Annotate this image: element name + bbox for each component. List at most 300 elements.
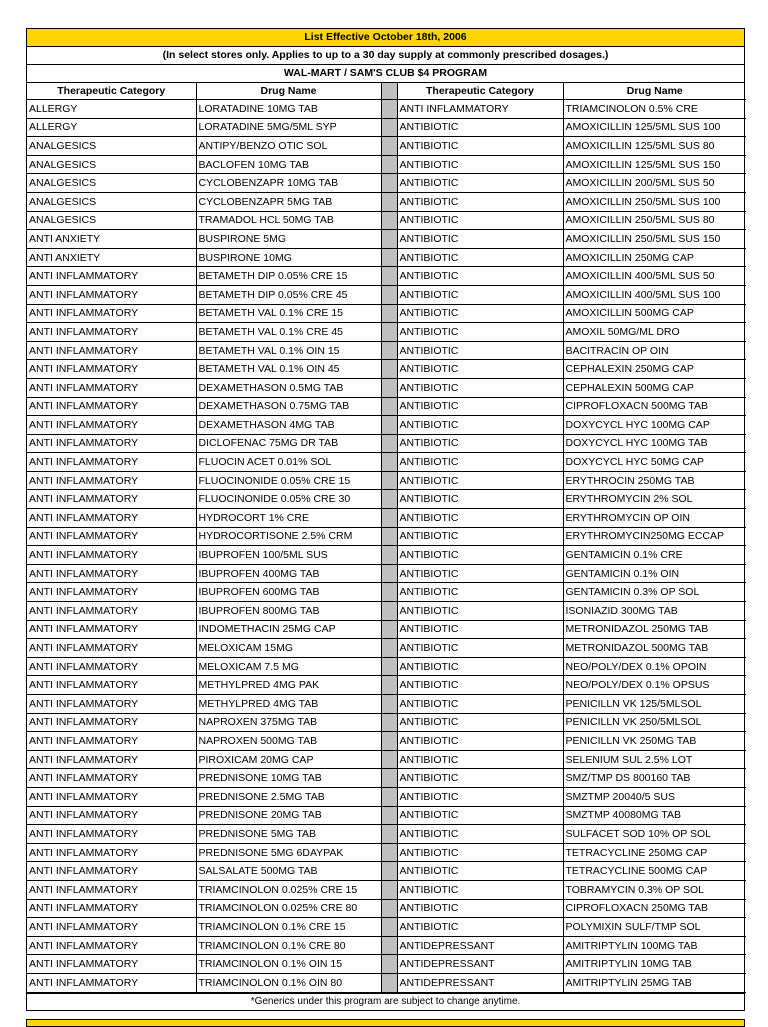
left-drug-cell: BETAMETH VAL 0.1% OIN 15 [196, 341, 381, 360]
left-drug-cell: FLUOCINONIDE 0.05% CRE 15 [196, 471, 381, 490]
left-drug-cell: LORATADINE 10MG TAB [196, 100, 381, 119]
left-category-cell: ANTI INFLAMMATORY [27, 620, 196, 639]
table-row [27, 973, 746, 992]
table-row [27, 267, 746, 286]
column-divider [381, 211, 397, 230]
next-page-banner-edge [26, 1019, 745, 1027]
left-drug-cell: DEXAMETHASON 4MG TAB [196, 416, 381, 435]
right-category-cell: ANTIBIOTIC [397, 546, 563, 565]
table-row [27, 211, 746, 230]
left-category-cell: ANTI INFLAMMATORY [27, 713, 196, 732]
column-divider [381, 285, 397, 304]
left-drug-cell: TRIAMCINOLON 0.1% OIN 15 [196, 955, 381, 974]
left-category-cell: ANTI INFLAMMATORY [27, 509, 196, 528]
column-divider [381, 620, 397, 639]
left-category-cell: ANTI INFLAMMATORY [27, 583, 196, 602]
table-row [27, 713, 746, 732]
column-divider [381, 880, 397, 899]
left-category-cell: ANTI INFLAMMATORY [27, 564, 196, 583]
table-row [27, 880, 746, 899]
column-divider [381, 527, 397, 546]
table-row [27, 843, 746, 862]
table-row [27, 862, 746, 881]
right-drug-cell: CIPROFLOXACN 250MG TAB [563, 899, 746, 918]
left-category-cell: ANTI INFLAMMATORY [27, 471, 196, 490]
left-category-cell: ANTI INFLAMMATORY [27, 341, 196, 360]
right-drug-cell: AMITRIPTYLIN 100MG TAB [563, 936, 746, 955]
left-drug-cell: TRIAMCINOLON 0.025% CRE 80 [196, 899, 381, 918]
right-drug-cell: ISONIAZID 300MG TAB [563, 602, 746, 621]
drug-table [27, 83, 746, 993]
right-category-cell: ANTIBIOTIC [397, 471, 563, 490]
right-category-cell: ANTIBIOTIC [397, 323, 563, 342]
footnote: *Generics under this program are subject to change anytime. [27, 993, 744, 1010]
left-drug-cell: DICLOFENAC 75MG DR TAB [196, 434, 381, 453]
right-category-cell: ANTIBIOTIC [397, 899, 563, 918]
left-drug-cell: CYCLOBENZAPR 5MG TAB [196, 192, 381, 211]
right-drug-cell: AMOXICILLIN 200/5ML SUS 50 [563, 174, 746, 193]
program-note: (In select stores only. Applies to up to a 30 day supply at commonly prescribed dosages.) [27, 47, 744, 65]
left-drug-cell: IBUPROFEN 800MG TAB [196, 602, 381, 621]
left-category-cell: ANTI INFLAMMATORY [27, 787, 196, 806]
right-drug-cell: AMOXICILLIN 125/5ML SUS 150 [563, 155, 746, 174]
right-drug-cell: AMOXICILLIN 125/5ML SUS 80 [563, 137, 746, 156]
right-category-cell: ANTIBIOTIC [397, 509, 563, 528]
left-category-cell: ANTI INFLAMMATORY [27, 973, 196, 992]
column-divider [381, 843, 397, 862]
right-drug-cell: AMOXIL 50MG/ML DRO [563, 323, 746, 342]
right-category-cell: ANTIBIOTIC [397, 862, 563, 881]
right-category-cell: ANTIBIOTIC [397, 378, 563, 397]
left-drug-cell: PIROXICAM 20MG CAP [196, 750, 381, 769]
left-category-cell: ANTI INFLAMMATORY [27, 639, 196, 658]
left-drug-cell: FLUOCIN ACET 0.01% SOL [196, 453, 381, 472]
column-divider [381, 787, 397, 806]
right-category-cell: ANTIBIOTIC [397, 118, 563, 137]
right-category-header: Therapeutic Category [397, 83, 563, 100]
left-drug-cell: BETAMETH VAL 0.1% CRE 15 [196, 304, 381, 323]
left-drug-cell: BETAMETH VAL 0.1% CRE 45 [196, 323, 381, 342]
left-drug-cell: HYDROCORTISONE 2.5% CRM [196, 527, 381, 546]
right-drug-cell: GENTAMICIN 0.3% OP SOL [563, 583, 746, 602]
left-drug-cell: BACLOFEN 10MG TAB [196, 155, 381, 174]
left-drug-cell: METHYLPRED 4MG TAB [196, 695, 381, 714]
table-row [27, 918, 746, 937]
left-category-cell: ANTI INFLAMMATORY [27, 490, 196, 509]
table-row [27, 899, 746, 918]
right-drug-cell: CIPROFLOXACN 500MG TAB [563, 397, 746, 416]
right-drug-cell: METRONIDAZOL 500MG TAB [563, 639, 746, 658]
right-drug-cell: TOBRAMYCIN 0.3% OP SOL [563, 880, 746, 899]
left-drug-cell: TRIAMCINOLON 0.1% CRE 80 [196, 936, 381, 955]
right-category-cell: ANTIBIOTIC [397, 397, 563, 416]
table-row [27, 323, 746, 342]
right-category-cell: ANTIBIOTIC [397, 769, 563, 788]
table-row [27, 509, 746, 528]
left-drug-header: Drug Name [196, 83, 381, 100]
left-category-cell: ANTI INFLAMMATORY [27, 360, 196, 379]
table-row [27, 434, 746, 453]
left-drug-cell: INDOMETHACIN 25MG CAP [196, 620, 381, 639]
right-drug-cell: TETRACYCLINE 250MG CAP [563, 843, 746, 862]
right-drug-cell: PENICILLN VK 250MG TAB [563, 732, 746, 751]
right-drug-cell: PENICILLN VK 250/5MLSOL [563, 713, 746, 732]
column-divider [381, 657, 397, 676]
column-divider [381, 341, 397, 360]
left-category-cell: ANTI INFLAMMATORY [27, 304, 196, 323]
left-category-cell: ANTI INFLAMMATORY [27, 323, 196, 342]
column-divider [381, 862, 397, 881]
right-category-cell: ANTIBIOTIC [397, 657, 563, 676]
right-category-cell: ANTIBIOTIC [397, 806, 563, 825]
column-divider [381, 304, 397, 323]
right-drug-cell: AMOXICILLIN 250/5ML SUS 150 [563, 230, 746, 249]
left-drug-cell: BETAMETH DIP 0.05% CRE 15 [196, 267, 381, 286]
table-row [27, 341, 746, 360]
left-category-cell: ANTI ANXIETY [27, 230, 196, 249]
column-divider [381, 509, 397, 528]
right-category-cell: ANTIBIOTIC [397, 918, 563, 937]
right-category-cell: ANTIBIOTIC [397, 880, 563, 899]
right-category-cell: ANTIBIOTIC [397, 825, 563, 844]
right-category-cell: ANTIBIOTIC [397, 639, 563, 658]
left-category-cell: ANTI INFLAMMATORY [27, 750, 196, 769]
table-row [27, 806, 746, 825]
right-category-cell: ANTIBIOTIC [397, 676, 563, 695]
left-drug-cell: SALSALATE 500MG TAB [196, 862, 381, 881]
right-category-cell: ANTI INFLAMMATORY [397, 100, 563, 119]
left-drug-cell: HYDROCORT 1% CRE [196, 509, 381, 528]
right-drug-cell: AMOXICILLIN 250/5ML SUS 100 [563, 192, 746, 211]
table-row [27, 155, 746, 174]
right-category-cell: ANTIBIOTIC [397, 304, 563, 323]
left-category-cell: ANTI INFLAMMATORY [27, 378, 196, 397]
right-drug-cell: AMOXICILLIN 500MG CAP [563, 304, 746, 323]
table-row [27, 732, 746, 751]
effective-date-banner: List Effective October 18th, 2006 [27, 29, 744, 47]
table-row [27, 564, 746, 583]
table-row [27, 416, 746, 435]
right-drug-cell: BACITRACIN OP OIN [563, 341, 746, 360]
right-category-cell: ANTIBIOTIC [397, 434, 563, 453]
right-category-cell: ANTIBIOTIC [397, 787, 563, 806]
right-drug-cell: TETRACYCLINE 500MG CAP [563, 862, 746, 881]
table-row [27, 546, 746, 565]
right-drug-cell: CEPHALEXIN 250MG CAP [563, 360, 746, 379]
table-row [27, 378, 746, 397]
left-drug-cell: IBUPROFEN 100/5ML SUS [196, 546, 381, 565]
column-divider [381, 100, 397, 119]
left-drug-cell: TRIAMCINOLON 0.1% OIN 80 [196, 973, 381, 992]
right-drug-cell: SELENIUM SUL 2.5% LOT [563, 750, 746, 769]
column-divider [381, 936, 397, 955]
left-category-cell: ANTI INFLAMMATORY [27, 602, 196, 621]
right-drug-cell: AMOXICILLIN 400/5ML SUS 100 [563, 285, 746, 304]
left-category-cell: ANTI INFLAMMATORY [27, 676, 196, 695]
column-divider [381, 639, 397, 658]
column-divider [381, 564, 397, 583]
left-category-cell: ANTI INFLAMMATORY [27, 285, 196, 304]
right-drug-cell: AMITRIPTYLIN 25MG TAB [563, 973, 746, 992]
right-drug-cell: DOXYCYCL HYC 100MG TAB [563, 434, 746, 453]
left-category-cell: ANTI INFLAMMATORY [27, 434, 196, 453]
right-drug-cell: TRIAMCINOLON 0.5% CRE [563, 100, 746, 119]
table-row [27, 453, 746, 472]
column-divider [381, 267, 397, 286]
left-category-cell: ANTI ANXIETY [27, 248, 196, 267]
left-drug-cell: MELOXICAM 15MG [196, 639, 381, 658]
right-category-cell: ANTIBIOTIC [397, 602, 563, 621]
left-drug-cell: PREDNISONE 20MG TAB [196, 806, 381, 825]
column-divider [381, 230, 397, 249]
right-drug-cell: AMOXICILLIN 125/5ML SUS 100 [563, 118, 746, 137]
table-row [27, 174, 746, 193]
table-row [27, 657, 746, 676]
left-drug-cell: MELOXICAM 7.5 MG [196, 657, 381, 676]
left-category-cell: ANALGESICS [27, 174, 196, 193]
column-divider [381, 248, 397, 267]
left-category-cell: ANTI INFLAMMATORY [27, 527, 196, 546]
left-category-cell: ANTI INFLAMMATORY [27, 880, 196, 899]
column-divider [381, 732, 397, 751]
table-row [27, 137, 746, 156]
column-divider [381, 378, 397, 397]
left-category-cell: ANTI INFLAMMATORY [27, 453, 196, 472]
column-divider [381, 713, 397, 732]
right-category-cell: ANTIDEPRESSANT [397, 973, 563, 992]
right-category-cell: ANTIBIOTIC [397, 490, 563, 509]
right-drug-cell: AMITRIPTYLIN 10MG TAB [563, 955, 746, 974]
table-row [27, 285, 746, 304]
left-category-cell: ANTI INFLAMMATORY [27, 267, 196, 286]
right-drug-cell: ERYTHROCIN 250MG TAB [563, 471, 746, 490]
right-drug-cell: NEO/POLY/DEX 0.1% OPOIN [563, 657, 746, 676]
column-divider [381, 769, 397, 788]
column-divider [381, 416, 397, 435]
column-divider [381, 918, 397, 937]
left-drug-cell: BUSPIRONE 5MG [196, 230, 381, 249]
right-category-cell: ANTIBIOTIC [397, 285, 563, 304]
right-drug-cell: GENTAMICIN 0.1% CRE [563, 546, 746, 565]
column-divider [381, 174, 397, 193]
left-drug-cell: IBUPROFEN 600MG TAB [196, 583, 381, 602]
right-category-cell: ANTIBIOTIC [397, 564, 563, 583]
right-drug-cell: CEPHALEXIN 500MG CAP [563, 378, 746, 397]
left-category-cell: ANTI INFLAMMATORY [27, 397, 196, 416]
column-divider [381, 471, 397, 490]
left-category-cell: ANTI INFLAMMATORY [27, 657, 196, 676]
left-category-cell: ANTI INFLAMMATORY [27, 732, 196, 751]
right-category-cell: ANTIBIOTIC [397, 360, 563, 379]
right-drug-cell: AMOXICILLIN 250/5ML SUS 80 [563, 211, 746, 230]
left-category-cell: ANTI INFLAMMATORY [27, 806, 196, 825]
right-category-cell: ANTIBIOTIC [397, 211, 563, 230]
right-drug-cell: METRONIDAZOL 250MG TAB [563, 620, 746, 639]
table-row [27, 118, 746, 137]
right-category-cell: ANTIBIOTIC [397, 750, 563, 769]
right-drug-cell: POLYMIXIN SULF/TMP SOL [563, 918, 746, 937]
right-category-cell: ANTIBIOTIC [397, 174, 563, 193]
right-drug-cell: ERYTHROMYCIN 2% SOL [563, 490, 746, 509]
right-category-cell: ANTIBIOTIC [397, 137, 563, 156]
column-divider [381, 750, 397, 769]
right-drug-cell: AMOXICILLIN 250MG CAP [563, 248, 746, 267]
right-category-cell: ANTIBIOTIC [397, 248, 563, 267]
right-drug-cell: SMZ/TMP DS 800160 TAB [563, 769, 746, 788]
column-divider [381, 899, 397, 918]
right-category-cell: ANTIBIOTIC [397, 695, 563, 714]
table-row [27, 936, 746, 955]
left-drug-cell: PREDNISONE 5MG TAB [196, 825, 381, 844]
right-category-cell: ANTIBIOTIC [397, 843, 563, 862]
left-drug-cell: PREDNISONE 2.5MG TAB [196, 787, 381, 806]
column-divider [381, 602, 397, 621]
right-drug-cell: NEO/POLY/DEX 0.1% OPSUS [563, 676, 746, 695]
right-category-cell: ANTIDEPRESSANT [397, 955, 563, 974]
table-row [27, 100, 746, 119]
right-drug-header: Drug Name [563, 83, 746, 100]
program-title: WAL-MART / SAM'S CLUB $4 PROGRAM [27, 65, 744, 83]
table-row [27, 527, 746, 546]
left-drug-cell: TRAMADOL HCL 50MG TAB [196, 211, 381, 230]
right-drug-cell: ERYTHROMYCIN250MG ECCAP [563, 527, 746, 546]
left-category-cell: ANTI INFLAMMATORY [27, 825, 196, 844]
left-drug-cell: LORATADINE 5MG/5ML SYP [196, 118, 381, 137]
right-drug-cell: DOXYCYCL HYC 50MG CAP [563, 453, 746, 472]
table-row [27, 676, 746, 695]
right-category-cell: ANTIBIOTIC [397, 267, 563, 286]
drug-list-sheet [26, 28, 745, 1011]
left-drug-cell: CYCLOBENZAPR 10MG TAB [196, 174, 381, 193]
left-drug-cell: BETAMETH VAL 0.1% OIN 45 [196, 360, 381, 379]
table-row [27, 397, 746, 416]
column-divider [381, 360, 397, 379]
right-category-cell: ANTIBIOTIC [397, 583, 563, 602]
left-category-cell: ANALGESICS [27, 155, 196, 174]
column-divider [381, 973, 397, 992]
table-row [27, 787, 746, 806]
right-drug-cell: GENTAMICIN 0.1% OIN [563, 564, 746, 583]
table-row [27, 825, 746, 844]
right-category-cell: ANTIBIOTIC [397, 527, 563, 546]
right-drug-cell: PENICILLN VK 125/5MLSOL [563, 695, 746, 714]
column-divider [381, 583, 397, 602]
right-drug-cell: SULFACET SOD 10% OP SOL [563, 825, 746, 844]
left-category-cell: ALLERGY [27, 118, 196, 137]
right-drug-cell: SMZTMP 40080MG TAB [563, 806, 746, 825]
column-divider [381, 83, 397, 100]
column-divider [381, 453, 397, 472]
right-category-cell: ANTIBIOTIC [397, 416, 563, 435]
left-drug-cell: METHYLPRED 4MG PAK [196, 676, 381, 695]
right-category-cell: ANTIBIOTIC [397, 192, 563, 211]
table-row [27, 360, 746, 379]
column-divider [381, 192, 397, 211]
column-divider [381, 155, 397, 174]
table-row [27, 304, 746, 323]
right-category-cell: ANTIBIOTIC [397, 453, 563, 472]
left-category-cell: ANALGESICS [27, 211, 196, 230]
column-divider [381, 137, 397, 156]
left-category-cell: ANALGESICS [27, 192, 196, 211]
left-drug-cell: BETAMETH DIP 0.05% CRE 45 [196, 285, 381, 304]
right-category-cell: ANTIBIOTIC [397, 713, 563, 732]
column-divider [381, 434, 397, 453]
table-header-row [27, 83, 746, 100]
left-category-cell: ANTI INFLAMMATORY [27, 862, 196, 881]
table-row [27, 750, 746, 769]
left-category-header: Therapeutic Category [27, 83, 196, 100]
table-row [27, 230, 746, 249]
left-drug-cell: PREDNISONE 5MG 6DAYPAK [196, 843, 381, 862]
table-row [27, 248, 746, 267]
column-divider [381, 955, 397, 974]
left-category-cell: ANTI INFLAMMATORY [27, 769, 196, 788]
right-category-cell: ANTIBIOTIC [397, 230, 563, 249]
left-category-cell: ANTI INFLAMMATORY [27, 918, 196, 937]
left-category-cell: ANTI INFLAMMATORY [27, 546, 196, 565]
table-row [27, 602, 746, 621]
table-row [27, 583, 746, 602]
left-drug-cell: ANTIPY/BENZO OTIC SOL [196, 137, 381, 156]
left-category-cell: ANTI INFLAMMATORY [27, 695, 196, 714]
column-divider [381, 118, 397, 137]
right-category-cell: ANTIBIOTIC [397, 732, 563, 751]
left-drug-cell: TRIAMCINOLON 0.025% CRE 15 [196, 880, 381, 899]
left-category-cell: ANTI INFLAMMATORY [27, 416, 196, 435]
left-drug-cell: IBUPROFEN 400MG TAB [196, 564, 381, 583]
left-drug-cell: NAPROXEN 500MG TAB [196, 732, 381, 751]
left-drug-cell: DEXAMETHASON 0.75MG TAB [196, 397, 381, 416]
left-drug-cell: BUSPIRONE 10MG [196, 248, 381, 267]
right-category-cell: ANTIDEPRESSANT [397, 936, 563, 955]
right-drug-cell: DOXYCYCL HYC 100MG CAP [563, 416, 746, 435]
column-divider [381, 546, 397, 565]
right-category-cell: ANTIBIOTIC [397, 620, 563, 639]
table-row [27, 490, 746, 509]
left-category-cell: ANTI INFLAMMATORY [27, 843, 196, 862]
table-row [27, 620, 746, 639]
left-drug-cell: TRIAMCINOLON 0.1% CRE 15 [196, 918, 381, 937]
right-category-cell: ANTIBIOTIC [397, 341, 563, 360]
column-divider [381, 676, 397, 695]
column-divider [381, 806, 397, 825]
left-category-cell: ALLERGY [27, 100, 196, 119]
right-drug-cell: AMOXICILLIN 400/5ML SUS 50 [563, 267, 746, 286]
left-drug-cell: DEXAMETHASON 0.5MG TAB [196, 378, 381, 397]
left-category-cell: ANTI INFLAMMATORY [27, 899, 196, 918]
left-drug-cell: FLUOCINONIDE 0.05% CRE 30 [196, 490, 381, 509]
table-row [27, 639, 746, 658]
left-drug-cell: PREDNISONE 10MG TAB [196, 769, 381, 788]
column-divider [381, 695, 397, 714]
right-drug-cell: SMZTMP 20040/5 SUS [563, 787, 746, 806]
table-row [27, 769, 746, 788]
table-row [27, 955, 746, 974]
left-drug-cell: NAPROXEN 375MG TAB [196, 713, 381, 732]
column-divider [381, 490, 397, 509]
table-row [27, 695, 746, 714]
left-category-cell: ANALGESICS [27, 137, 196, 156]
left-category-cell: ANTI INFLAMMATORY [27, 955, 196, 974]
right-category-cell: ANTIBIOTIC [397, 155, 563, 174]
table-row [27, 192, 746, 211]
column-divider [381, 825, 397, 844]
right-drug-cell: ERYTHROMYCIN OP OIN [563, 509, 746, 528]
table-row [27, 471, 746, 490]
column-divider [381, 397, 397, 416]
column-divider [381, 323, 397, 342]
